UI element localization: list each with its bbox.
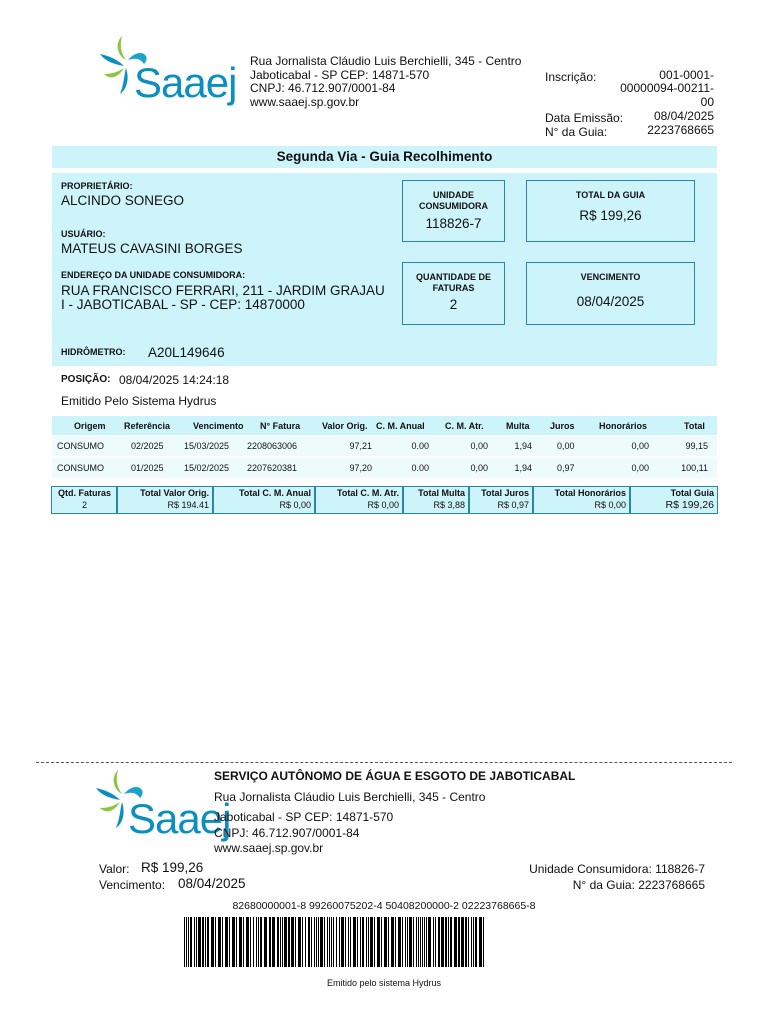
cell-multa: 1,94: [514, 463, 532, 473]
stub-unidade: Unidade Consumidora: 118826-7: [529, 862, 705, 876]
sum-qtd: [51, 486, 117, 514]
posicao-label: POSIÇÃO:: [61, 374, 111, 385]
stub-org-name: SERVIÇO AUTÔNOMO DE ÁGUA E ESGOTO DE JABOTICABAL: [214, 769, 576, 783]
unidade-label-1: UNIDADE: [432, 190, 474, 200]
stub-logo-wordmark: Saaej: [128, 795, 231, 842]
sum-cm-anual-value: R$ 0,00: [279, 500, 311, 510]
th-origem: Origem: [74, 421, 106, 431]
th-juros: Juros: [550, 421, 575, 431]
hidrometro-label: HIDRÔMETRO:: [61, 347, 126, 357]
sum-cm-atr: [315, 486, 403, 514]
posicao-value: 08/04/2025 14:24:18: [119, 373, 230, 387]
inscricao-line1: 001-0001-: [659, 68, 714, 82]
endereco-label: ENDEREÇO DA UNIDADE CONSUMIDORA:: [61, 270, 246, 280]
inscricao-line3: 00: [700, 95, 714, 109]
sum-total-guia-label: Total Guia: [670, 488, 714, 498]
vencimento-box: [526, 262, 695, 325]
sum-cm-atr-label: Total C. M. Atr.: [337, 488, 399, 498]
header-website: www.saaej.sp.gov.br: [250, 95, 360, 109]
cell-referencia: 02/2025: [131, 441, 164, 451]
sum-cm-anual: [213, 486, 315, 514]
th-fatura: N° Fatura: [260, 421, 301, 431]
sum-honorarios-value: R$ 0,00: [594, 500, 626, 510]
sum-juros-label: Total Juros: [481, 488, 529, 498]
unidade-value: 118826-7: [425, 216, 482, 231]
sum-cm-anual-label: Total C. M. Anual: [239, 488, 311, 498]
stub-city: Jaboticabal - SP CEP: 14871-570: [214, 810, 394, 824]
header-cnpj: CNPJ: 46.712.907/0001-84: [250, 81, 396, 95]
proprietario-label: PROPRIETÁRIO:: [61, 181, 133, 191]
sum-qtd-label: Qtd. Faturas: [58, 488, 112, 498]
usuario-label: USUÁRIO:: [61, 229, 106, 239]
cell-cm-atr: 0,00: [470, 441, 488, 451]
sum-juros-value: R$ 0,97: [497, 500, 529, 510]
data-emissao-label: Data Emissão:: [545, 111, 624, 125]
sum-valor-value: R$ 194.41: [167, 500, 209, 510]
th-total: Total: [684, 421, 705, 431]
sum-juros: [469, 486, 533, 514]
cell-fatura: 2207620381: [247, 463, 298, 473]
hidrometro-value: A20L149646: [148, 345, 225, 360]
barcode-digits: 82680000001-8 99260075202-4 50408200000-2 02223768665-8: [232, 900, 536, 912]
cell-total: 99,15: [685, 441, 708, 451]
cell-valor-orig: 97,20: [349, 463, 372, 473]
sum-cm-atr-value: R$ 0,00: [367, 500, 399, 510]
usuario-value: MATEUS CAVASINI BORGES: [61, 241, 243, 256]
th-cm-atr: C. M. Atr.: [445, 421, 484, 431]
sum-honorarios-label: Total Honorários: [554, 488, 626, 498]
stub-address: Rua Jornalista Cláudio Luis Berchielli, 345 - Centro: [214, 790, 486, 804]
th-referencia: Referência: [124, 421, 171, 431]
stub-vencimento-label: Vencimento:: [99, 878, 166, 892]
sum-valor-label: Total Valor Orig.: [140, 488, 209, 498]
stub-valor-label: Valor:: [99, 862, 130, 876]
cell-cm-anual: 0.00: [411, 463, 429, 473]
cell-multa: 1,94: [514, 441, 532, 451]
endereco-line1: RUA FRANCISCO FERRARI, 211 - JARDIM GRAJAU: [61, 283, 385, 298]
cell-origem: CONSUMO: [57, 463, 104, 473]
quantidade-label-2: FATURAS: [432, 283, 475, 293]
stub-vencimento-value: 08/04/2025: [178, 876, 246, 891]
sum-honorarios: [533, 486, 630, 514]
endereco-line2: I - JABOTICABAL - SP - CEP: 14870000: [61, 297, 305, 312]
sum-multa-value: R$ 3,88: [433, 500, 465, 510]
stub-valor-value: R$ 199,26: [141, 860, 204, 875]
barcode: [182, 917, 586, 967]
unidade-label-2: CONSUMIDORA: [419, 201, 488, 211]
stub-emitido: Emitido pelo sistema Hydrus: [326, 978, 442, 988]
th-vencimento: Vencimento: [193, 421, 244, 431]
cell-cm-anual: 0.00: [411, 441, 429, 451]
sum-multa-label: Total Multa: [418, 488, 465, 498]
sum-total-guia-value: R$ 199,26: [665, 499, 714, 511]
th-cm-anual: C. M. Anual: [376, 421, 425, 431]
quantidade-box: [402, 262, 505, 325]
sum-multa: [403, 486, 469, 514]
sum-valor: [117, 486, 213, 514]
header-address: Rua Jornalista Cláudio Luis Berchielli, 345 - Centro: [250, 54, 522, 68]
cell-vencimento: 15/02/2025: [184, 463, 230, 473]
quantidade-label-1: QUANTIDADE DE: [415, 272, 491, 282]
sum-qtd-value: 2: [82, 500, 88, 510]
th-honorarios: Honorários: [599, 421, 648, 431]
stub-website: www.saaej.sp.gov.br: [214, 841, 324, 855]
inscricao-label: Inscrição:: [545, 70, 597, 84]
quantidade-value: 2: [449, 297, 458, 312]
th-multa: Multa: [506, 421, 530, 431]
vencimento-label: VENCIMENTO: [580, 272, 641, 282]
cut-line: [36, 762, 732, 763]
total-guia-box: [526, 180, 695, 242]
unidade-box: [402, 180, 505, 242]
vencimento-value: 08/04/2025: [576, 294, 645, 309]
cell-juros: 0,97: [557, 463, 575, 473]
cell-juros: 0,00: [557, 441, 575, 451]
cell-valor-orig: 97,21: [349, 441, 372, 451]
cell-honorarios: 0,00: [631, 463, 649, 473]
guia-label: N° da Guia:: [545, 125, 608, 139]
header-city: Jaboticabal - SP CEP: 14871-570: [250, 68, 430, 82]
data-emissao-value: 08/04/2025: [653, 109, 714, 123]
inscricao-line2: 00000094-00211-: [620, 81, 714, 95]
cell-honorarios: 0,00: [631, 441, 649, 451]
page-title: Segunda Via - Guia Recolhimento: [276, 149, 493, 164]
cell-fatura: 2208063006: [247, 441, 298, 451]
cell-cm-atr: 0,00: [470, 463, 488, 473]
proprietario-value: ALCINDO SONEGO: [61, 193, 185, 208]
cell-total: 100,11: [681, 463, 708, 473]
logo-wordmark: Saaej: [134, 59, 237, 106]
th-valor-orig: Valor Orig.: [322, 421, 368, 431]
sum-total-guia: [630, 486, 718, 514]
emitido-text: Emitido Pelo Sistema Hydrus: [61, 394, 217, 408]
total-guia-label: TOTAL DA GUIA: [575, 190, 646, 200]
guia-value: 2223768665: [647, 123, 714, 137]
title-bar: [52, 146, 717, 168]
cell-vencimento: 15/03/2025: [184, 441, 230, 451]
stub-cnpj: CNPJ: 46.712.907/0001-84: [214, 826, 360, 840]
stub-guia: N° da Guia: 2223768665: [572, 878, 705, 892]
total-guia-value: R$ 199,26: [579, 208, 642, 223]
cell-referencia: 01/2025: [131, 463, 164, 473]
cell-origem: CONSUMO: [57, 441, 104, 451]
